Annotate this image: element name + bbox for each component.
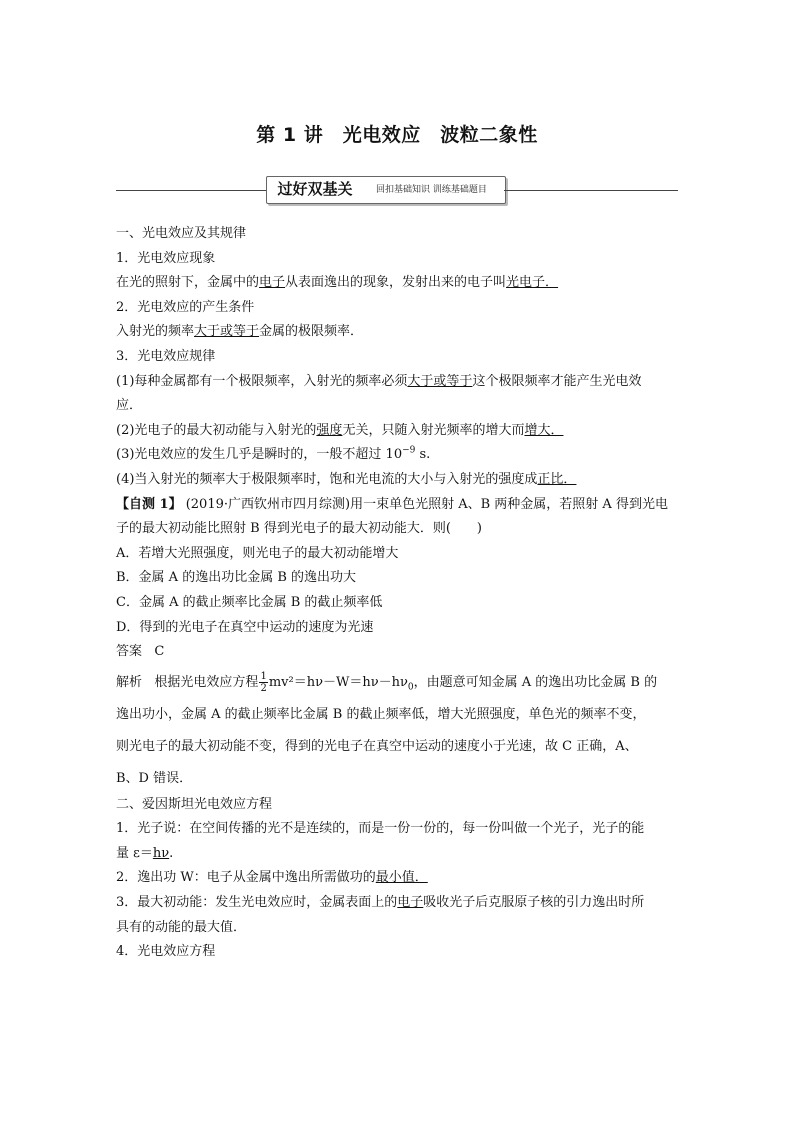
fill-in-answer: 正比． — [537, 471, 577, 487]
rule-item: (4)当入射光的频率大于极限频率时，饱和光电流的大小与入射光的强度成正比． — [116, 471, 577, 487]
explanation-label: 解析 — [116, 674, 143, 690]
rule-item-continued: 应． — [116, 398, 143, 414]
banner-title: 过好双基关 — [277, 180, 353, 198]
fill-in-answer: 电子 — [259, 275, 286, 291]
section-heading: 一、光电效应及其规律 — [116, 226, 247, 241]
paragraph: 入射光的频率大于或等于金属的极限频率． — [116, 324, 364, 340]
rule-item: (2)光电子的最大初动能与入射光的强度无关，只随入射光频率的增大而增大． — [116, 422, 564, 438]
banner-right-rule — [504, 190, 678, 191]
rule-item: (1)每种金属都有一个极限频率，入射光的频率必须大于或等于这个极限频率才能产生光电效 — [116, 373, 642, 389]
explanation-continued: 则光电子的最大初动能不变，得到的光电子在真空中运动的速度小于光速，故 C 正确，A、 — [116, 738, 638, 754]
paragraph-continued: 具有的动能的最大值． — [116, 919, 247, 935]
paragraph: 2．逸出功 W：电子从金属中逸出所需做功的最小值． — [116, 870, 428, 886]
explanation: 解析 根据光电效应方程 $\frac{1}{2}$ $mv^2=h\nu-W=h\nu-h\nu_0$，由题意可知金属 A 的逸出功比金属 B 的 — [116, 670, 658, 694]
paragraph: 1．光子说：在空间传播的光不是连续的，而是一份一份的，每一份叫做一个光子，光子的能 — [116, 821, 645, 837]
subheading: 2．光电效应的产生条件 — [116, 299, 255, 315]
option-d: D．得到的光电子在真空中运动的速度为光速 — [116, 619, 374, 635]
question-stem: 【自测 1】 (2019·广西钦州市四月综测)用一束单色光照射 A、B 两种金属，若照射 A 得到光电 — [116, 496, 668, 512]
option-b: B．金属 A 的逸出功比金属 B 的逸出功大 — [116, 570, 357, 586]
section-heading: 二、爱因斯坦光电效应方程 — [116, 796, 273, 812]
fill-in-answer: 大于或等于 — [407, 373, 473, 389]
banner-left-rule — [116, 190, 266, 191]
document-body — [116, 222, 678, 965]
fill-in-answer: 光电子． — [506, 275, 559, 291]
answer-line — [116, 640, 678, 665]
subheading: 4．光电效应方程 — [116, 944, 216, 960]
paragraph: 3．最大初动能：发生光电效应时，金属表面上的电子吸收光子后克服原子核的引力逸出时所 — [116, 895, 645, 911]
paragraph: 在光的照射下，金属中的电子从表面逸出的现象，发射出来的电子叫光电子． — [116, 275, 559, 291]
fill-in-answer: 最小值． — [375, 870, 428, 886]
explanation-continued: B、D 错误． — [116, 770, 193, 786]
fill-in-answer: 电子 — [397, 895, 424, 911]
subheading: 1．光电效应现象 — [116, 250, 216, 266]
answer-label: 答案 — [116, 644, 143, 660]
subheading: 3．光电效应规律 — [116, 348, 216, 364]
rule-item: (3)光电效应的发生几乎是瞬时的，一般不超过 $10^{-9}$ s. — [116, 446, 431, 463]
option-a: A．若增大光照强度，则光电子的最大初动能增大 — [116, 545, 399, 561]
option-c: C．金属 A 的截止频率比金属 B 的截止频率低 — [116, 594, 383, 610]
explanation-continued: 逸出功小，金属 A 的截止频率比金属 B 的截止频率低，增大光照强度，单色光的频率不变， — [116, 706, 646, 722]
fill-in-answer: 增大． — [524, 422, 564, 438]
fraction: $\frac{1}{2}$ — [260, 670, 267, 694]
paragraph-continued: 量 ε＝hν. — [116, 845, 174, 861]
fill-in-answer: 大于或等于 — [194, 324, 260, 340]
question-tag: 【自测 1】 — [116, 496, 182, 512]
fill-in-answer: 强度 — [316, 422, 343, 438]
page-title: 第 1 讲 光电效应 波粒二象性 — [256, 124, 538, 146]
section-banner — [116, 174, 678, 208]
answer-value: C — [154, 644, 165, 660]
fill-in-answer: hν — [152, 845, 170, 861]
banner-subtitle: 回扣基础知识 训练基础题目 — [376, 185, 487, 195]
question-stem-continued: 子的最大初动能比照射 B 得到光电子的最大初动能大．则( ) — [116, 521, 482, 537]
